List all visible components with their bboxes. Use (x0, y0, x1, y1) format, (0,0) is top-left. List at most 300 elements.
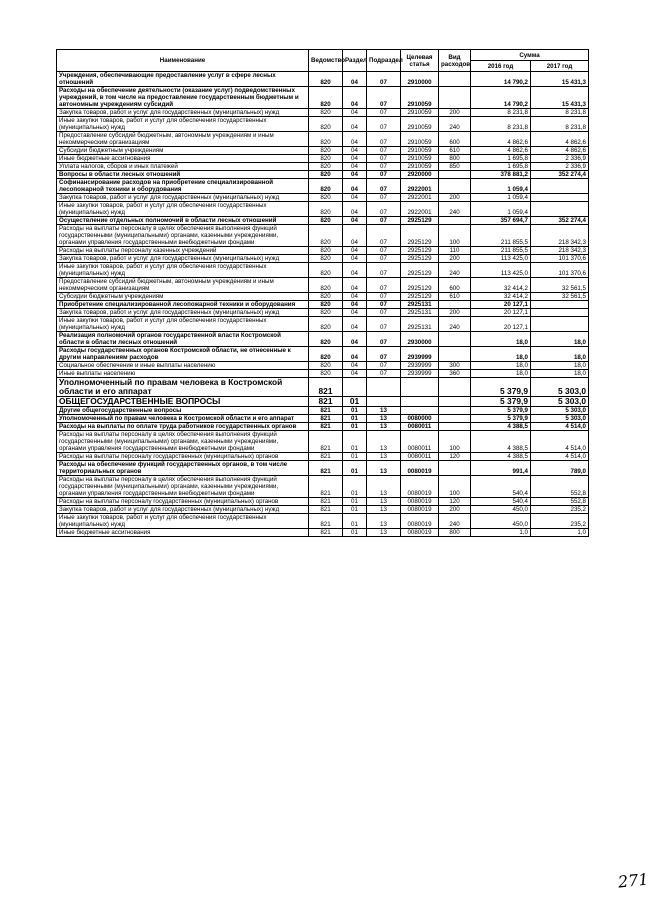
exptype-cell: 240 (439, 202, 471, 217)
subsection-cell: 07 (367, 278, 401, 293)
name-cell: Приобретение специализированной лесопожарной техники и оборудования (57, 301, 309, 309)
name-cell: Субсидии бюджетным учреждениям (57, 147, 309, 155)
dept-cell: 820 (309, 194, 343, 202)
name-cell: Расходы на выплаты по оплате труда работников государственных органов (57, 423, 309, 431)
exptype-cell: 600 (439, 278, 471, 293)
sum-2016-cell: 4 388,5 (471, 431, 531, 453)
target-cell: 2925131 (401, 317, 439, 332)
exptype-cell (439, 332, 471, 347)
dept-cell: 820 (309, 179, 343, 194)
dept-cell: 821 (309, 506, 343, 514)
subsection-cell: 07 (367, 171, 401, 179)
table-row (57, 332, 589, 347)
section-cell: 04 (343, 163, 367, 171)
exptype-cell: 240 (439, 514, 471, 529)
exptype-cell: 100 (439, 431, 471, 453)
subsection-cell: 13 (367, 498, 401, 506)
section-cell: 04 (343, 72, 367, 87)
subsection-cell: 07 (367, 247, 401, 255)
name-cell: Другие общегосударственные вопросы (57, 407, 309, 415)
target-cell: 0080019 (401, 476, 439, 498)
exptype-cell (439, 415, 471, 423)
sum-2017-cell (531, 301, 589, 309)
sum-2017-cell: 5 303,0 (531, 378, 589, 397)
sum-2016-cell: 20 127,1 (471, 317, 531, 332)
table-row (57, 301, 589, 309)
target-cell: 2925129 (401, 217, 439, 225)
sum-2017-cell: 8 231,8 (531, 117, 589, 132)
target-cell: 0080019 (401, 461, 439, 476)
subsection-cell: 07 (367, 317, 401, 332)
exptype-cell: 800 (439, 155, 471, 163)
target-cell: 0080019 (401, 498, 439, 506)
sum-2017-cell: 789,0 (531, 461, 589, 476)
name-cell: Реализация полномочий органов государственной власти Костромской области в области лесных отношений (57, 332, 309, 347)
subsection-cell: 07 (367, 117, 401, 132)
sum-2017-cell: 101 370,6 (531, 263, 589, 278)
sum-2016-cell: 211 855,5 (471, 247, 531, 255)
name-cell: Расходы на выплаты персоналу в целях обеспечения выполнения функций государственными (муниципальными) органами, казенными учреждениями, органами управления государственными внебюджетными фондами (57, 431, 309, 453)
section-cell: 04 (343, 132, 367, 147)
name-cell: Иные закупки товаров, работ и услуг для обеспечения государственных (муниципальных) нужд (57, 263, 309, 278)
table-row (57, 155, 589, 163)
sum-2017-cell: 218 342,3 (531, 225, 589, 247)
sum-2016-cell: 14 790,2 (471, 87, 531, 109)
name-cell: Иные закупки товаров, работ и услуг для обеспечения государственных (муниципальных) нужд (57, 317, 309, 332)
name-cell: Предоставление субсидий бюджетным, автономным учреждениям и иным некоммерческим организациям (57, 278, 309, 293)
sum-2016-cell: 18,0 (471, 332, 531, 347)
target-cell (401, 378, 439, 397)
sum-2017-cell: 4 514,0 (531, 431, 589, 453)
table-row (57, 415, 589, 423)
sum-2016-cell: 113 425,0 (471, 263, 531, 278)
sum-2017-cell: 32 561,5 (531, 293, 589, 301)
table-row (57, 423, 589, 431)
subsection-cell: 13 (367, 431, 401, 453)
sum-2017-cell: 8 231,8 (531, 109, 589, 117)
sum-2016-cell: 5 379,9 (471, 378, 531, 397)
exptype-cell: 100 (439, 225, 471, 247)
exptype-cell: 100 (439, 476, 471, 498)
sum-2017-cell: 4 862,6 (531, 147, 589, 155)
sum-2016-cell: 540,4 (471, 476, 531, 498)
subsection-cell: 13 (367, 453, 401, 461)
section-cell: 01 (343, 423, 367, 431)
sum-2016-cell: 357 694,7 (471, 217, 531, 225)
name-cell: Закупка товаров, работ и услуг для государственных (муниципальных) нужд (57, 255, 309, 263)
dept-cell: 821 (309, 514, 343, 529)
subsection-cell: 13 (367, 506, 401, 514)
sum-2016-cell: 20 127,1 (471, 301, 531, 309)
target-cell: 2939999 (401, 347, 439, 362)
sum-2016-cell: 1 059,4 (471, 194, 531, 202)
table-row (57, 117, 589, 132)
dept-cell: 820 (309, 171, 343, 179)
dept-cell: 820 (309, 87, 343, 109)
exptype-cell: 240 (439, 263, 471, 278)
dept-cell: 820 (309, 225, 343, 247)
name-cell: Социальное обеспечение и иные выплаты населению (57, 362, 309, 370)
sum-2016-cell: 450,0 (471, 514, 531, 529)
table-row (57, 163, 589, 171)
sum-2017-cell: 235,2 (531, 514, 589, 529)
sum-2017-cell: 218 342,3 (531, 247, 589, 255)
dept-cell: 820 (309, 263, 343, 278)
exptype-cell: 240 (439, 117, 471, 132)
sum-2016-cell: 540,4 (471, 498, 531, 506)
table-row (57, 147, 589, 155)
exptype-cell: 850 (439, 163, 471, 171)
sum-2017-cell: 18,0 (531, 370, 589, 378)
target-cell: 2910059 (401, 155, 439, 163)
col-year2-header: 2017 год (531, 61, 589, 72)
section-cell: 04 (343, 255, 367, 263)
section-cell: 01 (343, 506, 367, 514)
section-cell: 04 (343, 155, 367, 163)
subsection-cell: 07 (367, 332, 401, 347)
table-row (57, 293, 589, 301)
sum-2017-cell: 352 274,4 (531, 217, 589, 225)
exptype-cell: 200 (439, 506, 471, 514)
dept-cell: 820 (309, 362, 343, 370)
sum-2017-cell: 4 514,0 (531, 423, 589, 431)
target-cell: 2925131 (401, 309, 439, 317)
exptype-cell: 120 (439, 498, 471, 506)
target-cell: 0080019 (401, 529, 439, 537)
exptype-cell (439, 423, 471, 431)
exptype-cell (439, 301, 471, 309)
target-cell: 0080000 (401, 415, 439, 423)
page-number: 271 (617, 869, 649, 892)
target-cell: 2925129 (401, 247, 439, 255)
section-cell: 04 (343, 117, 367, 132)
subsection-cell: 13 (367, 423, 401, 431)
name-cell: Иные бюджетные ассигнования (57, 529, 309, 537)
sum-2017-cell: 4 514,0 (531, 453, 589, 461)
dept-cell: 821 (309, 397, 343, 407)
sum-2017-cell: 5 303,0 (531, 407, 589, 415)
table-row (57, 255, 589, 263)
section-cell: 01 (343, 431, 367, 453)
section-cell: 04 (343, 194, 367, 202)
name-cell: Учреждения, обеспечивающие предоставление услуг в сфере лесных отношений (57, 72, 309, 87)
dept-cell: 820 (309, 301, 343, 309)
dept-cell: 820 (309, 278, 343, 293)
section-cell: 04 (343, 293, 367, 301)
col-exptype-header: Вид расходов (439, 50, 471, 72)
name-cell: Расходы государственных органов Костромской области, не отнесенные к другим направлениям расходов (57, 347, 309, 362)
section-cell: 01 (343, 453, 367, 461)
name-cell: Закупка товаров, работ и услуг для государственных (муниципальных) нужд (57, 109, 309, 117)
exptype-cell (439, 171, 471, 179)
dept-cell: 820 (309, 217, 343, 225)
table-row (57, 171, 589, 179)
exptype-cell (439, 407, 471, 415)
exptype-cell: 200 (439, 194, 471, 202)
table-row (57, 498, 589, 506)
exptype-cell: 610 (439, 293, 471, 301)
target-cell: 2939999 (401, 370, 439, 378)
dept-cell: 820 (309, 202, 343, 217)
table-row (57, 407, 589, 415)
col-subsection-header: Подраздел (367, 50, 401, 72)
target-cell: 2930000 (401, 332, 439, 347)
table-row (57, 506, 589, 514)
table-row (57, 431, 589, 453)
name-cell: Закупка товаров, работ и услуг для государственных (муниципальных) нужд (57, 309, 309, 317)
dept-cell: 820 (309, 155, 343, 163)
name-cell: Уполномоченный по правам человека в Костромской области и его аппарат (57, 378, 309, 397)
sum-2016-cell: 18,0 (471, 347, 531, 362)
subsection-cell: 07 (367, 109, 401, 117)
name-cell: Уполномоченный по правам человека в Костромской области и его аппарат (57, 415, 309, 423)
table-row (57, 453, 589, 461)
col-name-header: Наименование (57, 50, 309, 72)
sum-2016-cell: 5 379,9 (471, 407, 531, 415)
table-row (57, 529, 589, 537)
name-cell: Иные выплаты населению (57, 370, 309, 378)
sum-2017-cell: 235,2 (531, 506, 589, 514)
sum-2016-cell: 5 379,9 (471, 397, 531, 407)
subsection-cell: 13 (367, 476, 401, 498)
section-cell: 04 (343, 147, 367, 155)
dept-cell: 820 (309, 117, 343, 132)
sum-2016-cell: 378 881,2 (471, 171, 531, 179)
dept-cell: 820 (309, 317, 343, 332)
section-cell: 04 (343, 179, 367, 194)
table-row (57, 194, 589, 202)
sum-2017-cell: 15 431,3 (531, 72, 589, 87)
subsection-cell: 07 (367, 202, 401, 217)
section-cell (343, 378, 367, 397)
dept-cell: 821 (309, 529, 343, 537)
sum-2016-cell: 991,4 (471, 461, 531, 476)
exptype-cell (439, 217, 471, 225)
sum-2016-cell: 113 425,0 (471, 255, 531, 263)
section-cell: 04 (343, 278, 367, 293)
subsection-cell: 13 (367, 407, 401, 415)
exptype-cell (439, 397, 471, 407)
subsection-cell: 07 (367, 370, 401, 378)
target-cell: 0080011 (401, 423, 439, 431)
name-cell: Иные бюджетные ассигнования (57, 155, 309, 163)
section-cell: 04 (343, 247, 367, 255)
exptype-cell (439, 347, 471, 362)
table-row (57, 263, 589, 278)
target-cell: 2910000 (401, 72, 439, 87)
col-sum-header: Сумма (471, 50, 589, 61)
sum-2016-cell: 1 059,4 (471, 179, 531, 194)
table-row (57, 514, 589, 529)
section-cell: 01 (343, 498, 367, 506)
subsection-cell: 07 (367, 293, 401, 301)
sum-2016-cell: 4 862,6 (471, 147, 531, 155)
table-row (57, 347, 589, 362)
sum-2016-cell: 4 388,5 (471, 453, 531, 461)
section-cell: 04 (343, 370, 367, 378)
sum-2017-cell: 5 303,0 (531, 415, 589, 423)
subsection-cell: 07 (367, 132, 401, 147)
exptype-cell (439, 72, 471, 87)
table-row (57, 378, 589, 397)
table-row (57, 109, 589, 117)
dept-cell: 820 (309, 132, 343, 147)
table-row (57, 217, 589, 225)
dept-cell: 820 (309, 293, 343, 301)
target-cell: 2910059 (401, 117, 439, 132)
sum-2017-cell (531, 309, 589, 317)
sum-2017-cell: 552,8 (531, 476, 589, 498)
exptype-cell (439, 378, 471, 397)
sum-2016-cell: 4 388,5 (471, 423, 531, 431)
target-cell: 0080019 (401, 514, 439, 529)
col-dept-header: Ведомство (309, 50, 343, 72)
name-cell: Расходы на выплаты персоналу казенных учреждений (57, 247, 309, 255)
target-cell: 2920000 (401, 171, 439, 179)
subsection-cell: 07 (367, 255, 401, 263)
sum-2017-cell: 18,0 (531, 332, 589, 347)
table-row (57, 247, 589, 255)
sum-2016-cell: 8 231,8 (471, 117, 531, 132)
sum-2016-cell: 1 695,8 (471, 163, 531, 171)
dept-cell: 820 (309, 147, 343, 155)
name-cell: Вопросы в области лесных отношений (57, 171, 309, 179)
sum-2016-cell: 1,0 (471, 529, 531, 537)
subsection-cell: 07 (367, 155, 401, 163)
sum-2016-cell: 211 855,5 (471, 225, 531, 247)
sum-2017-cell: 2 336,9 (531, 155, 589, 163)
target-cell: 0080011 (401, 431, 439, 453)
section-cell: 01 (343, 415, 367, 423)
section-cell: 04 (343, 217, 367, 225)
sum-2016-cell: 20 127,1 (471, 309, 531, 317)
sum-2016-cell: 5 379,9 (471, 415, 531, 423)
exptype-cell (439, 461, 471, 476)
table-row (57, 202, 589, 217)
col-section-header: Раздел (343, 50, 367, 72)
sum-2017-cell: 15 431,3 (531, 87, 589, 109)
exptype-cell (439, 87, 471, 109)
subsection-cell: 13 (367, 529, 401, 537)
sum-2016-cell: 8 231,8 (471, 109, 531, 117)
section-cell: 04 (343, 87, 367, 109)
target-cell: 2910059 (401, 147, 439, 155)
sum-2017-cell: 18,0 (531, 347, 589, 362)
sum-2017-cell: 2 336,9 (531, 163, 589, 171)
dept-cell: 820 (309, 109, 343, 117)
subsection-cell: 07 (367, 163, 401, 171)
table-row (57, 72, 589, 87)
target-cell: 2925129 (401, 225, 439, 247)
name-cell: Расходы на выплаты персоналу государственных (муниципальных) органов (57, 453, 309, 461)
exptype-cell: 800 (439, 529, 471, 537)
section-cell: 01 (343, 461, 367, 476)
subsection-cell (367, 378, 401, 397)
sum-2016-cell: 14 790,2 (471, 72, 531, 87)
dept-cell: 821 (309, 498, 343, 506)
section-cell: 04 (343, 317, 367, 332)
sum-2017-cell: 552,8 (531, 498, 589, 506)
budget-table-sheet (56, 49, 649, 892)
name-cell: Расходы на выплаты персоналу государственных (муниципальных) органов (57, 498, 309, 506)
table-row (57, 476, 589, 498)
col-year1-header: 2016 год (471, 61, 531, 72)
subsection-cell: 07 (367, 263, 401, 278)
sum-2016-cell: 18,0 (471, 362, 531, 370)
section-cell: 01 (343, 476, 367, 498)
dept-cell: 820 (309, 332, 343, 347)
sum-2017-cell (531, 194, 589, 202)
dept-cell: 821 (309, 415, 343, 423)
sum-2016-cell: 450,0 (471, 506, 531, 514)
exptype-cell: 300 (439, 362, 471, 370)
section-cell: 01 (343, 529, 367, 537)
header-row (57, 50, 589, 61)
exptype-cell: 360 (439, 370, 471, 378)
exptype-cell: 200 (439, 255, 471, 263)
dept-cell: 820 (309, 255, 343, 263)
target-cell: 2922001 (401, 202, 439, 217)
target-cell: 0080019 (401, 506, 439, 514)
sum-2016-cell: 32 414,2 (471, 278, 531, 293)
subsection-cell: 07 (367, 147, 401, 155)
name-cell: Предоставление субсидий бюджетным, автономным учреждениям и иным некоммерческим организациям (57, 132, 309, 147)
exptype-cell: 200 (439, 309, 471, 317)
dept-cell: 820 (309, 347, 343, 362)
sum-2017-cell (531, 179, 589, 194)
name-cell: Расходы на выплаты персоналу в целях обеспечения выполнения функций государственными (муниципальными) органами, казенными учреждениями, органами управления государственными внебюджетными фондами (57, 476, 309, 498)
section-cell: 01 (343, 397, 367, 407)
col-target-header: Целевая статья (401, 50, 439, 72)
target-cell: 2939999 (401, 362, 439, 370)
sum-2017-cell: 32 561,5 (531, 278, 589, 293)
target-cell: 2925131 (401, 301, 439, 309)
exptype-cell: 200 (439, 109, 471, 117)
exptype-cell: 110 (439, 247, 471, 255)
sum-2016-cell: 32 414,2 (471, 293, 531, 301)
dept-cell: 821 (309, 461, 343, 476)
dept-cell: 821 (309, 378, 343, 397)
subsection-cell: 07 (367, 301, 401, 309)
subsection-cell: 07 (367, 225, 401, 247)
name-cell: Осуществление отдельных полномочий в области лесных отношений (57, 217, 309, 225)
target-cell: 2922001 (401, 194, 439, 202)
section-cell: 04 (343, 263, 367, 278)
target-cell: 2922001 (401, 179, 439, 194)
name-cell: Иные закупки товаров, работ и услуг для обеспечения государственных (муниципальных) нужд (57, 202, 309, 217)
dept-cell: 821 (309, 453, 343, 461)
table-row (57, 309, 589, 317)
sum-2017-cell: 4 862,6 (531, 132, 589, 147)
section-cell: 01 (343, 407, 367, 415)
name-cell: Расходы на обеспечение функций государственных органов, в том числе территориальных органов (57, 461, 309, 476)
section-cell: 04 (343, 225, 367, 247)
exptype-cell: 240 (439, 317, 471, 332)
section-cell: 04 (343, 301, 367, 309)
dept-cell: 820 (309, 370, 343, 378)
sum-2017-cell: 101 370,6 (531, 255, 589, 263)
table-row (57, 397, 589, 407)
section-cell: 04 (343, 332, 367, 347)
dept-cell: 821 (309, 431, 343, 453)
subsection-cell: 07 (367, 179, 401, 194)
target-cell: 2925129 (401, 293, 439, 301)
target-cell: 2910059 (401, 132, 439, 147)
sum-2016-cell: 4 862,6 (471, 132, 531, 147)
table-row (57, 278, 589, 293)
sum-2017-cell: 5 303,0 (531, 397, 589, 407)
dept-cell: 820 (309, 72, 343, 87)
